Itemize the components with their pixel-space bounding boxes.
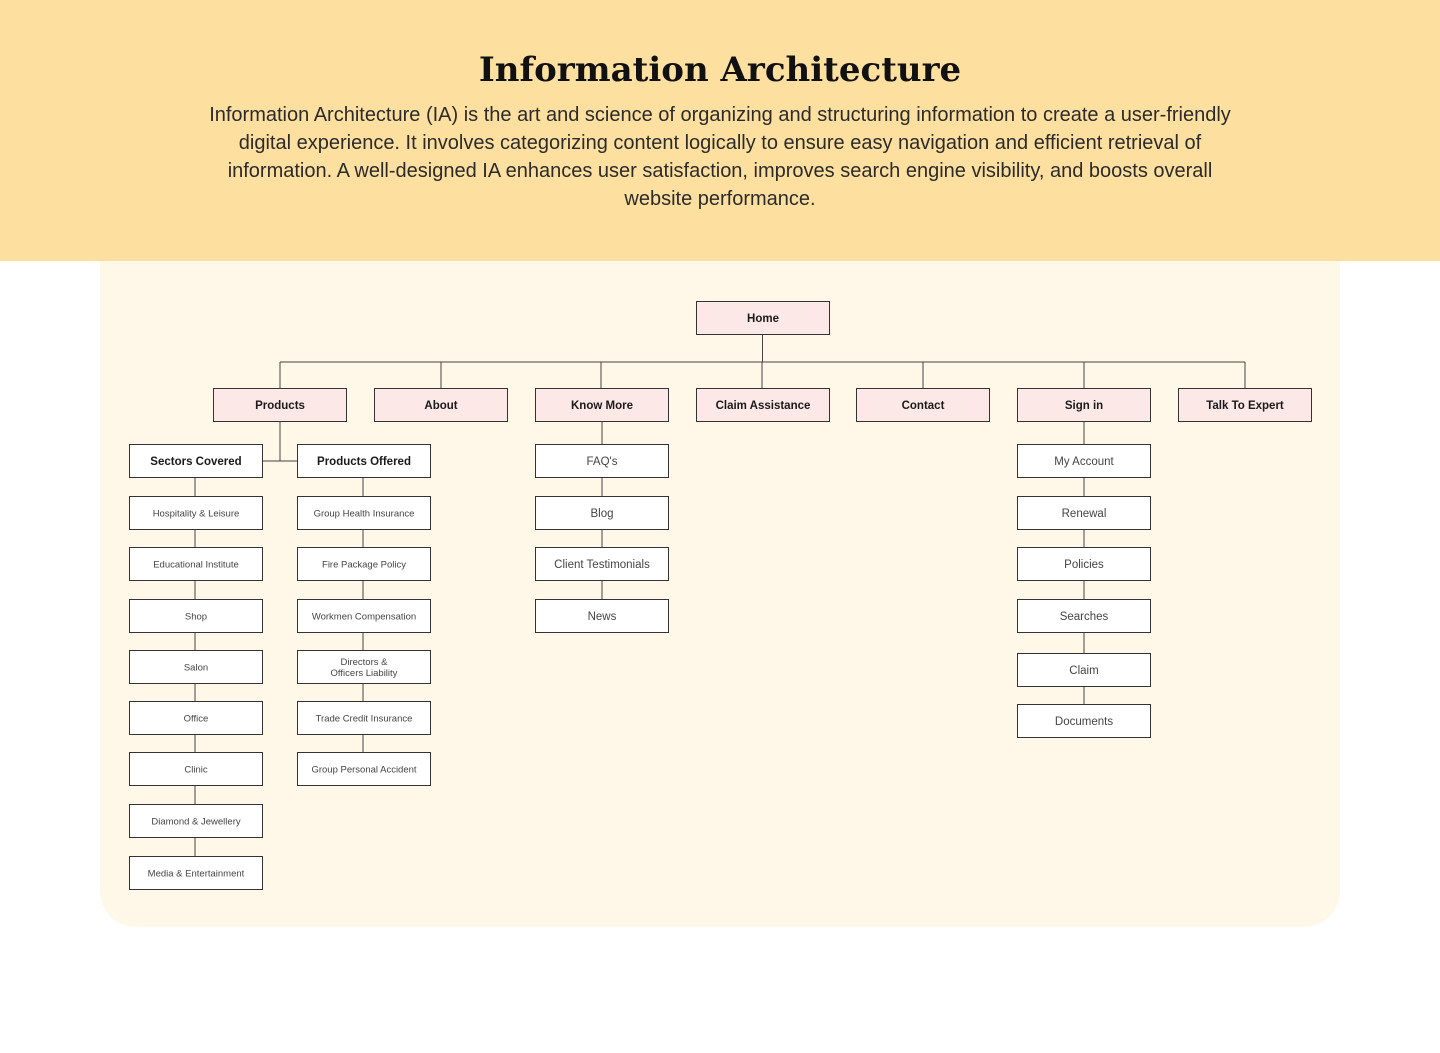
node-label: Renewal xyxy=(1061,508,1107,521)
node-label: Home xyxy=(747,313,779,326)
node-group-personal-accident xyxy=(298,753,431,786)
node-diamond-and-jewellery xyxy=(130,805,263,838)
node-label: FAQ's xyxy=(586,456,618,469)
node-label: My Account xyxy=(1054,456,1114,469)
node-label: Office xyxy=(183,713,209,725)
node-office xyxy=(130,702,263,735)
node-directors-and-officers-liability xyxy=(298,651,431,684)
node-claim xyxy=(1018,654,1151,687)
node-home xyxy=(697,302,830,335)
node-label: Claim Assistance xyxy=(715,400,811,413)
node-label: Blog xyxy=(590,508,614,521)
node-renewal xyxy=(1018,497,1151,530)
node-salon xyxy=(130,651,263,684)
node-label: Talk To Expert xyxy=(1206,400,1284,413)
node-products-offered xyxy=(298,445,431,478)
page-description: Information Architecture (IA) is the art and science of organizing and structuring information to create a user-friendly digital experience. It involves categorizing content logically to ensure easy navigation and efficient retrieval of information. A well-designed IA enhances user satisfaction, improves search engine visibility, and boosts overall website performance. xyxy=(209,104,1231,210)
node-label: Group Health Insurance xyxy=(313,508,415,520)
node-label: Trade Credit Insurance xyxy=(315,713,413,725)
node-group-health-insurance xyxy=(298,497,431,530)
node-label: Hospitality & Leisure xyxy=(152,508,240,520)
node-label: Client Testimonials xyxy=(554,559,650,572)
node-label: Sign in xyxy=(1064,400,1104,413)
node-label: Products Offered xyxy=(317,456,411,469)
node-clinic xyxy=(130,753,263,786)
node-label: Contact xyxy=(901,400,945,413)
node-sign-in xyxy=(1018,389,1151,422)
node-my-account xyxy=(1018,445,1151,478)
node-label: Documents xyxy=(1054,716,1114,729)
node-blog xyxy=(536,497,669,530)
node-label: News xyxy=(587,611,617,624)
node-label: Products xyxy=(255,400,305,413)
node-know-more xyxy=(536,389,669,422)
node-talk-to-expert xyxy=(1179,389,1312,422)
node-contact xyxy=(857,389,990,422)
node-label: Diamond & Jewellery xyxy=(151,816,241,828)
page-title: Information Architecture xyxy=(478,50,962,90)
node-about xyxy=(375,389,508,422)
node-searches xyxy=(1018,600,1151,633)
node-label: Salon xyxy=(183,662,209,674)
node-label: Policies xyxy=(1064,559,1104,572)
node-claim-assistance xyxy=(697,389,830,422)
node-label: Media & Entertainment xyxy=(147,868,245,880)
node-trade-credit-insurance xyxy=(298,702,431,735)
node-label: Shop xyxy=(184,611,208,623)
node-news xyxy=(536,600,669,633)
node-educational-institute xyxy=(130,548,263,581)
node-label: Know More xyxy=(571,400,633,413)
node-client-testimonials xyxy=(536,548,669,581)
node-label: Group Personal Accident xyxy=(311,764,417,776)
node-sectors-covered xyxy=(130,445,263,478)
node-label: Fire Package Policy xyxy=(322,559,406,571)
node-label: Clinic xyxy=(184,764,208,776)
node-faq-s xyxy=(536,445,669,478)
node-label: Directors & Officers Liability xyxy=(330,656,398,679)
node-products xyxy=(214,389,347,422)
node-label: Claim xyxy=(1069,665,1099,678)
node-fire-package-policy xyxy=(298,548,431,581)
node-documents xyxy=(1018,705,1151,738)
node-workmen-compensation xyxy=(298,600,431,633)
node-label: Searches xyxy=(1059,611,1109,624)
node-label: About xyxy=(424,400,458,413)
node-shop xyxy=(130,600,263,633)
node-hospitality-and-leisure xyxy=(130,497,263,530)
node-policies xyxy=(1018,548,1151,581)
node-label: Educational Institute xyxy=(153,559,239,571)
node-label: Workmen Compensation xyxy=(311,611,417,623)
node-media-and-entertainment xyxy=(130,857,263,890)
node-label: Sectors Covered xyxy=(150,456,242,469)
